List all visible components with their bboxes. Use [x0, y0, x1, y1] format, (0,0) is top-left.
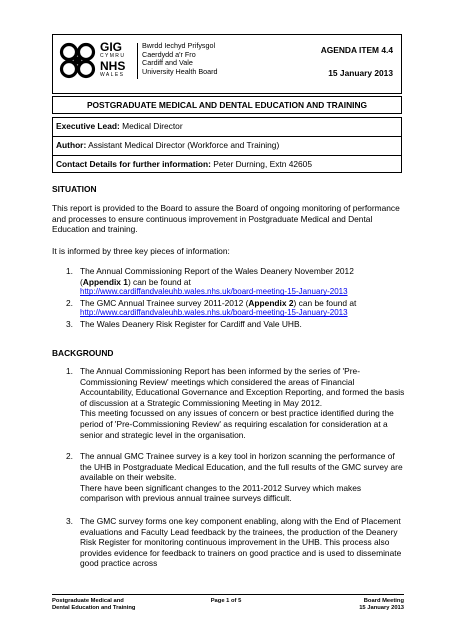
- appendix-ref: Appendix 2: [248, 297, 294, 308]
- details-divider-2: [52, 155, 402, 156]
- executive-lead-value: Medical Director: [119, 121, 183, 131]
- details-divider-3: [52, 172, 402, 173]
- header-box: [52, 34, 402, 94]
- background-list: [66, 366, 406, 440]
- list-item: [66, 366, 406, 440]
- list-item-text: The GMC Annual Trainee survey 2011-2012 (Appendix 2) can be found at: [80, 297, 357, 308]
- list-number: 1.: [66, 366, 73, 376]
- list-item-text: The annual GMC Trainee survey is a key tool in horizon scanning the performance of the UHB in Postgraduate Medical Education, and the full results of the GMC survey are available on their website.: [80, 451, 403, 483]
- footer-meeting: Board Meeting: [363, 598, 404, 604]
- author-value: Assistant Medical Director (Workforce and Training): [86, 140, 280, 150]
- author-row: [56, 140, 279, 151]
- list-item-text: The GMC survey forms one key component enabling, along with the End of Placement evaluations and Faculty Lead feedback by the trainees, the production of the Deanery Risk Register for monitoring continuous improvement in the UHB. This process also provides evidence for feedback to trainers on good practice and is used to disseminate good practice across: [80, 516, 402, 569]
- gig-label: GIG: [100, 40, 123, 54]
- list-item-text: The Wales Deanery Risk Register for Cardiff and Vale UHB.: [80, 318, 302, 329]
- background-list: [66, 451, 406, 504]
- list-item: [66, 298, 406, 319]
- list-number: 3.: [66, 516, 73, 526]
- contact-label: Contact Details for further information:: [56, 159, 211, 169]
- welsh-name-line1: Bwrdd Iechyd Prifysgol: [142, 41, 216, 50]
- list-number: 3.: [66, 318, 73, 329]
- meeting-date: 15 January 2013: [328, 68, 393, 78]
- situation-list: [66, 266, 406, 330]
- list-item: [66, 451, 406, 504]
- author-label: Author:: [56, 140, 87, 150]
- background-heading: BACKGROUND: [52, 348, 114, 358]
- dragon-emblem-icon: [59, 42, 97, 80]
- details-divider-1: [52, 136, 402, 137]
- list-item: [66, 516, 406, 569]
- list-item: [66, 266, 406, 298]
- board-meeting-link[interactable]: http://www.cardiffandvaleuhb.wales.nhs.uk/board-meeting-15-January-2013: [80, 287, 348, 297]
- list-item-text: The Annual Commissioning Report of the Wales Deanery November 2012: [80, 266, 354, 276]
- footer-page-number: Page 1 of 5: [210, 598, 242, 604]
- nhs-label: NHS: [100, 59, 126, 73]
- background-list: [66, 516, 406, 569]
- list-item-text: This meeting focussed on any issues of concern or best practice identified during the period of 'Pre-Commissioning Review' as requiring escalation for consideration at a senior and strategic level in the organisation.: [80, 408, 394, 440]
- footer-doc-title-line2: Dental Education and Training: [52, 605, 136, 611]
- nhs-wordmark: [100, 41, 134, 79]
- list-number: 2.: [66, 451, 73, 461]
- agenda-item: AGENDA ITEM 4.4: [320, 45, 393, 55]
- title-box: [52, 96, 402, 114]
- footer-rule: [52, 594, 404, 595]
- list-item-text: (Appendix 1) can be found at: [80, 276, 191, 287]
- list-item-text: The Annual Commissioning Report has been informed by the series of 'Pre-Commissioning Review' meetings which considered the areas of Financial Accountability, Educational Governance and Exception Reporting, and formed the basis of discussion at a Strategic Commissioning Meeting in May 2012.: [80, 366, 405, 408]
- nhs-wales-logo: [59, 40, 241, 88]
- list-number: 1.: [66, 266, 73, 276]
- footer-doc-title-line1: Postgraduate Medical and: [52, 598, 124, 604]
- page-title: POSTGRADUATE MEDICAL AND DENTAL EDUCATION AND TRAINING: [86, 100, 368, 110]
- english-name-line2: University Health Board: [142, 66, 218, 76]
- list-number: 2.: [66, 297, 73, 308]
- situation-heading: SITUATION: [52, 184, 97, 194]
- health-board-name: [142, 42, 242, 76]
- list-item-text: There have been significant changes to the 2011-2012 Survey which makes comparison with previous annual trainee surveys difficult.: [80, 482, 362, 504]
- wales-label: WALES: [100, 72, 125, 78]
- cymru-label: CYMRU: [100, 53, 126, 59]
- english-name-line1: Cardiff and Vale: [142, 58, 193, 68]
- welsh-name-line2: Caerdydd a'r Fro: [142, 49, 196, 59]
- contact-row: [56, 159, 312, 170]
- logo-divider: [137, 43, 138, 79]
- list-item: [66, 319, 406, 330]
- board-meeting-link[interactable]: http://www.cardiffandvaleuhb.wales.nhs.uk/board-meeting-15-January-2013: [80, 308, 348, 318]
- situation-paragraph-1: This report is provided to the Board to assure the Board of ongoing monitoring of performance and processes to ensure continuous improvement in Postgraduate Medical and Dental Education and training.: [52, 203, 400, 235]
- executive-lead-label: Executive Lead:: [56, 121, 120, 131]
- appendix-ref: Appendix 1: [82, 276, 128, 287]
- situation-paragraph-2: It is informed by three key pieces of information:: [52, 246, 230, 256]
- footer-right: [359, 598, 404, 612]
- contact-value: Peter Durning, Extn 42605: [210, 159, 312, 169]
- footer-date: 15 January 2013: [359, 605, 404, 611]
- executive-lead-row: [56, 121, 183, 132]
